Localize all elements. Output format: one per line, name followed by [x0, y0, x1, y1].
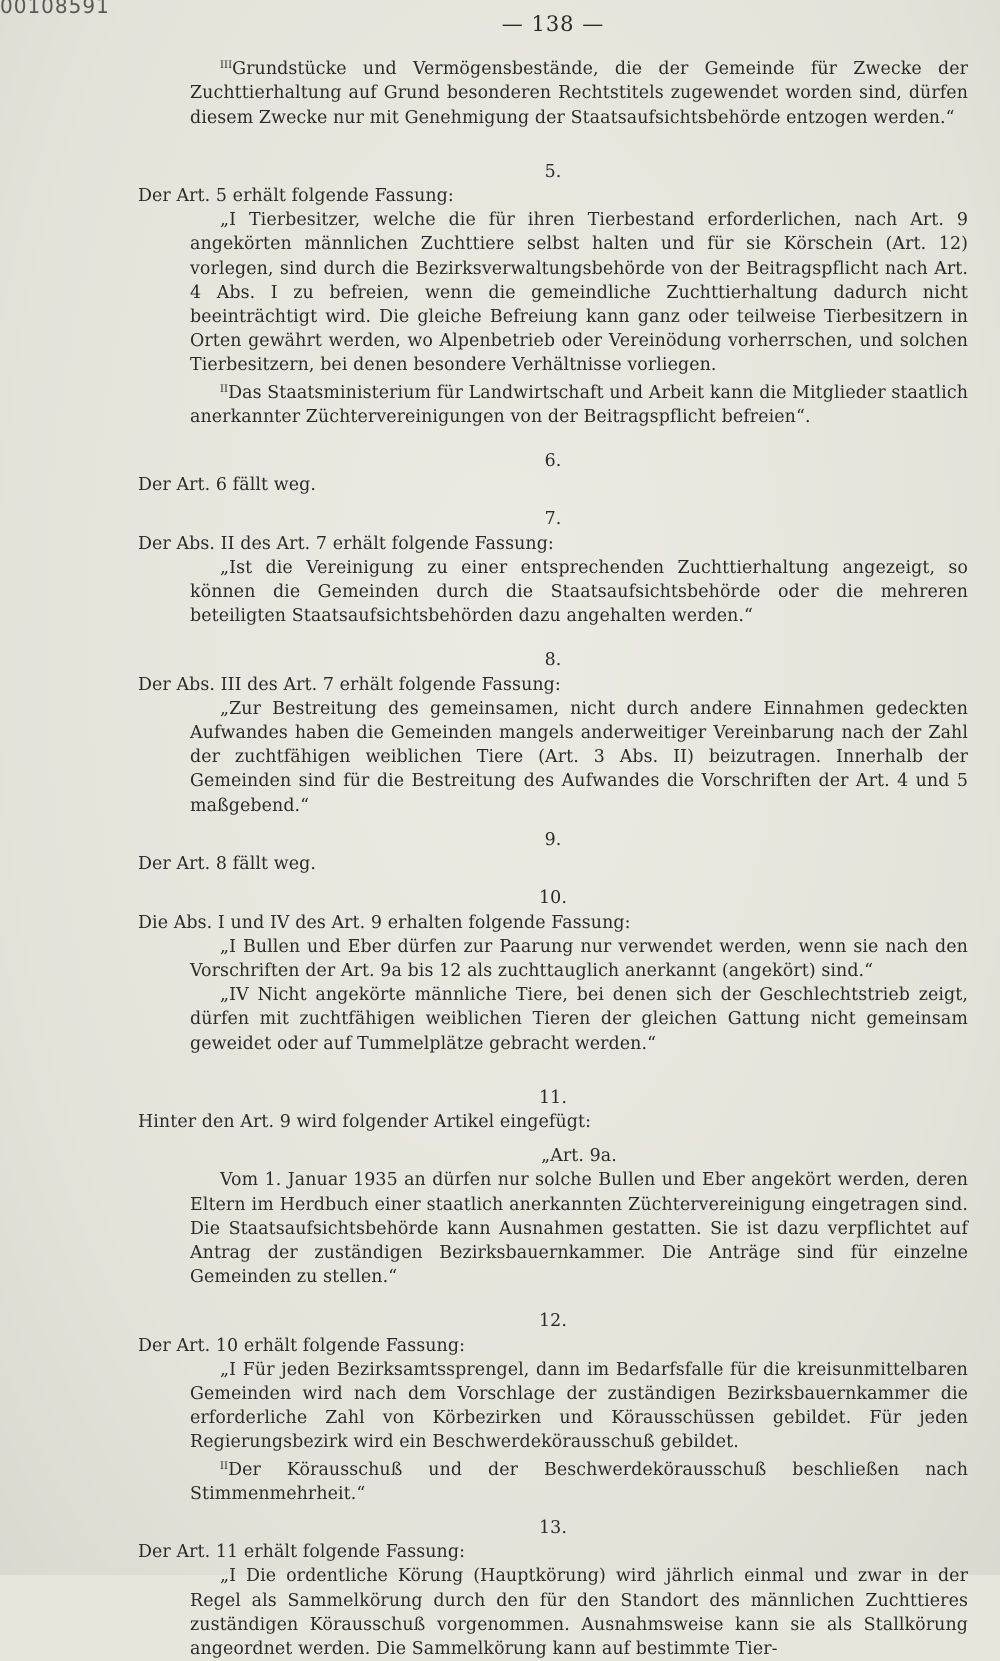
section-10-abs1: „I Bullen und Eber dürfen zur Paarung nur verwendet werden, wenn sie nach den Vorschriften der Art. 9a bis 12 als zuchttauglich anerkannt (angekört) sind.“	[190, 936, 968, 981]
section-5-abs2: $^{II}$Das Staatsministerium für Landwirtschaft und Arbeit kann die Mitglieder staatlich anerkannter Züchtervereinigungen von der Beitragspflicht befreien“.	[190, 382, 968, 427]
section-intro-13: Der Art. 11 erhält folgende Fassung:	[138, 1542, 466, 1563]
section-intro-8: Der Abs. III des Art. 7 erhält folgende Fassung:	[138, 674, 561, 695]
section-number-8: 8.	[544, 650, 562, 671]
section-number-13: 13.	[539, 1517, 567, 1538]
section-number-12: 12.	[539, 1311, 567, 1332]
section-5-abs1: „I Tierbesitzer, welche die für ihren Tierbestand erforderlichen, nach Art. 9 angekörten männlichen Zuchttiere selbst halten und für sie Körschein (Art. 12) vorlegen, sind durch die Bezirksverwaltungsbehörde von der Beitragspflicht nach Art. 4 Abs. I zu befreien, wenn die gemeindliche Zuchttierhaltung dadurch nicht beeinträchtigt wird. Die gleiche Befreiung kann ganz oder teilweise Tierbesitzern in Orten gewährt werden, wo Alpenbetrieb oder Vereinödung vorherrschen, und solchen Tierbesitzern, bei denen besondere Verhältnisse vorliegen.	[190, 210, 968, 376]
section-number-5: 5.	[544, 161, 562, 182]
section-intro-7: Der Abs. II des Art. 7 erhält folgende Fassung:	[138, 533, 554, 554]
section-number-7: 7.	[544, 509, 562, 530]
section-12-abs2: $^{II}$Der Körausschuß und der Beschwerdekörausschuß beschließen nach Stimmenmehrheit.“	[190, 1459, 968, 1504]
section-12-abs1: „I Für jeden Bezirksamtssprengel, dann im Bedarfsfalle für die kreisunmittelbaren Gemeinden wird nach dem Vorschlage der zuständigen Bezirksbauernkammer die erforderliche Zahl von Körbezirken und Körausschüssen gebildet. Für jeden Regierungsbezirk wird ein Beschwerdekörausschuß gebildet.	[190, 1359, 968, 1453]
section-number-10: 10.	[539, 888, 567, 909]
section-intro-6: Der Art. 6 fällt weg.	[138, 475, 316, 496]
paragraph-art4-abs3: $^{III}$Grundstücke und Vermögensbestände, die der Gemeinde für Zwecke der Zuchttierhaltung auf Grund besonderen Rechtstitels zugewendet worden sind, dürfen diesem Zwecke nur mit Genehmigung der Staatsaufsichtsbehörde entzogen werden.“	[190, 59, 968, 128]
article-9a-heading: „Art. 9a.	[541, 1146, 617, 1167]
document-body	[138, 12, 968, 1661]
section-number-9: 9.	[544, 829, 562, 850]
section-number-11: 11.	[539, 1087, 567, 1108]
archive-stamp-number: 00108591	[0, 0, 110, 18]
page-number: — 138 —	[501, 12, 605, 36]
section-10-abs4: „IV Nicht angekörte männliche Tiere, bei denen sich der Geschlechtstrieb zeigt, dürfen mit zuchtfähigen weiblichen Tieren der gleichen Gattung nicht gemeinsam geweidet oder auf Tummelplätze gebracht werden.“	[190, 985, 968, 1054]
section-number-6: 6.	[544, 451, 562, 472]
section-intro-12: Der Art. 10 erhält folgende Fassung:	[138, 1335, 466, 1356]
section-8-text: „Zur Bestreitung des gemeinsamen, nicht durch andere Einnahmen gedeckten Aufwandes haben die Gemeinden mangels anderweitiger Vereinbarung nach der Zahl der zuchtfähigen weiblichen Tiere (Art. 3 Abs. II) beizutragen. Innerhalb der Gemeinden sind für die Bestreitung des Aufwandes die Vorschriften der Art. 4 und 5 maßgebend.“	[190, 698, 968, 816]
section-7-text: „Ist die Vereinigung zu einer entsprechenden Zuchttierhaltung angezeigt, so können die Gemeinden durch die Staatsaufsichtsbehörde oder die mehreren beteiligten Staatsaufsichtsbehörden dazu angehalten werden.“	[190, 557, 968, 627]
article-9a-text: Vom 1. Januar 1935 an dürfen nur solche Bullen und Eber angekört werden, deren Eltern im Herdbuch einer staatlich anerkannten Züchtervereinigung eingetragen sind. Die Staatsaufsichtsbehörde kann Ausnahmen gestatten. Sie ist dazu verpflichtet auf Antrag der zuständigen Bezirksbauernkammer. Die Anträge sind für einzelne Gemeinden zu stellen.“	[190, 1170, 968, 1288]
section-intro-9: Der Art. 8 fällt weg.	[138, 854, 316, 875]
section-intro-5: Der Art. 5 erhält folgende Fassung:	[138, 186, 454, 207]
section-13-abs1: „I Die ordentliche Körung (Hauptkörung) wird jährlich einmal und zwar in der Regel als Sammelkörung durch den für den Standort des männlichen Zuchttieres zuständigen Körausschuß vorgenommen. Ausnahmsweise kann sie als Stallkörung angeordnet werden. Die Sammelkörung kann auf bestimmte Tier-	[190, 1566, 968, 1659]
section-intro-10: Die Abs. I und IV des Art. 9 erhalten folgende Fassung:	[138, 912, 631, 933]
section-intro-11: Hinter den Art. 9 wird folgender Artikel eingefügt:	[138, 1111, 592, 1132]
